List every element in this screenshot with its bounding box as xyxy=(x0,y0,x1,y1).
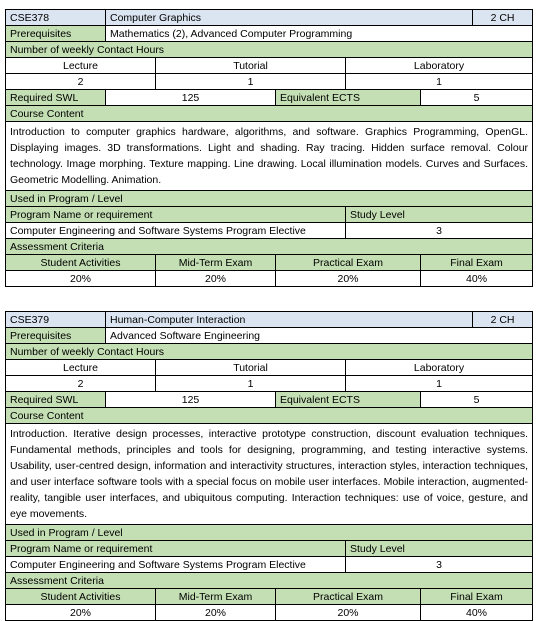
used-in-label: Used in Program / Level xyxy=(6,191,533,207)
assessment-label: Assessment Criteria xyxy=(6,239,533,255)
program-name-label: Program Name or requirement xyxy=(6,541,346,557)
final-value: 40% xyxy=(421,605,533,621)
prerequisites-label: Prerequisites xyxy=(6,328,106,344)
program-name: Computer Engineering and Software Systems Program Elective xyxy=(6,557,346,573)
tutorial-label: Tutorial xyxy=(156,58,346,74)
swl-label: Required SWL xyxy=(6,392,106,408)
lecture-hours: 2 xyxy=(6,376,156,392)
course-table-cse379 xyxy=(5,311,533,621)
course-table-cse378 xyxy=(5,9,533,287)
course-code: CSE378 xyxy=(6,10,106,26)
laboratory-hours: 1 xyxy=(346,376,533,392)
course-content-label: Course Content xyxy=(6,106,533,122)
final-label: Final Exam xyxy=(421,589,533,605)
swl-label: Required SWL xyxy=(6,90,106,106)
study-level-label: Study Level xyxy=(346,207,533,223)
student-activities-value: 20% xyxy=(6,605,156,621)
used-in-label: Used in Program / Level xyxy=(6,525,533,541)
study-level: 3 xyxy=(346,557,533,573)
tutorial-hours: 1 xyxy=(156,376,346,392)
contact-hours-label: Number of weekly Contact Hours xyxy=(6,42,533,58)
midterm-value: 20% xyxy=(156,605,276,621)
laboratory-hours: 1 xyxy=(346,74,533,90)
course-code: CSE379 xyxy=(6,312,106,328)
ects-value: 5 xyxy=(421,90,533,106)
student-activities-label: Student Activities xyxy=(6,589,156,605)
practical-value: 20% xyxy=(276,605,421,621)
credit-hours: 2 CH xyxy=(473,312,533,328)
midterm-label: Mid-Term Exam xyxy=(156,589,276,605)
program-name: Computer Engineering and Software Systems Program Elective xyxy=(6,223,346,239)
ects-label: Equivalent ECTS xyxy=(276,90,421,106)
final-label: Final Exam xyxy=(421,255,533,271)
program-name-label: Program Name or requirement xyxy=(6,207,346,223)
student-activities-label: Student Activities xyxy=(6,255,156,271)
assessment-label: Assessment Criteria xyxy=(6,573,533,589)
tutorial-hours: 1 xyxy=(156,74,346,90)
practical-label: Practical Exam xyxy=(276,255,421,271)
tutorial-label: Tutorial xyxy=(156,360,346,376)
lecture-hours: 2 xyxy=(6,74,156,90)
credit-hours: 2 CH xyxy=(473,10,533,26)
course-content-label: Course Content xyxy=(6,408,533,424)
student-activities-value: 20% xyxy=(6,271,156,287)
prerequisites-label: Prerequisites xyxy=(6,26,106,42)
midterm-value: 20% xyxy=(156,271,276,287)
practical-label: Practical Exam xyxy=(276,589,421,605)
study-level-label: Study Level xyxy=(346,541,533,557)
swl-value: 125 xyxy=(106,90,276,106)
lecture-label: Lecture xyxy=(6,58,156,74)
study-level: 3 xyxy=(346,223,533,239)
ects-label: Equivalent ECTS xyxy=(276,392,421,408)
laboratory-label: Laboratory xyxy=(346,58,533,74)
course-title: Human-Computer Interaction xyxy=(106,312,473,328)
midterm-label: Mid-Term Exam xyxy=(156,255,276,271)
course-content: Introduction. Iterative design processes, interactive prototype construction, discount evaluation techniques. Fundamental methods, principles and tools for designing, programming, and testing interactive systems. Usability, user-centred design, information and interactivity structures, interaction styles, interaction techniques, and user interface software tools with a special focus on mobile user interfaces. Mobile interaction, augmented-reality, tangible user interfaces, and ubiquitous computing. Interaction techniques: use of voice, gesture, and eye movements. xyxy=(6,424,533,525)
prerequisites-value: Mathematics (2), Advanced Computer Programming xyxy=(106,26,533,42)
ects-value: 5 xyxy=(421,392,533,408)
contact-hours-label: Number of weekly Contact Hours xyxy=(6,344,533,360)
course-content: Introduction to computer graphics hardware, algorithms, and software. Graphics Programming, OpenGL. Displaying images. 3D transformations. Light and shading. Ray tracing. Hidden surface removal. Colour technology. Image morphing. Texture mapping. Line drawing. Local illumination models. Curves and Surfaces. Geometric Modelling. Animation. xyxy=(6,122,533,191)
course-title: Computer Graphics xyxy=(106,10,473,26)
laboratory-label: Laboratory xyxy=(346,360,533,376)
final-value: 40% xyxy=(421,271,533,287)
swl-value: 125 xyxy=(106,392,276,408)
prerequisites-value: Advanced Software Engineering xyxy=(106,328,533,344)
lecture-label: Lecture xyxy=(6,360,156,376)
practical-value: 20% xyxy=(276,271,421,287)
